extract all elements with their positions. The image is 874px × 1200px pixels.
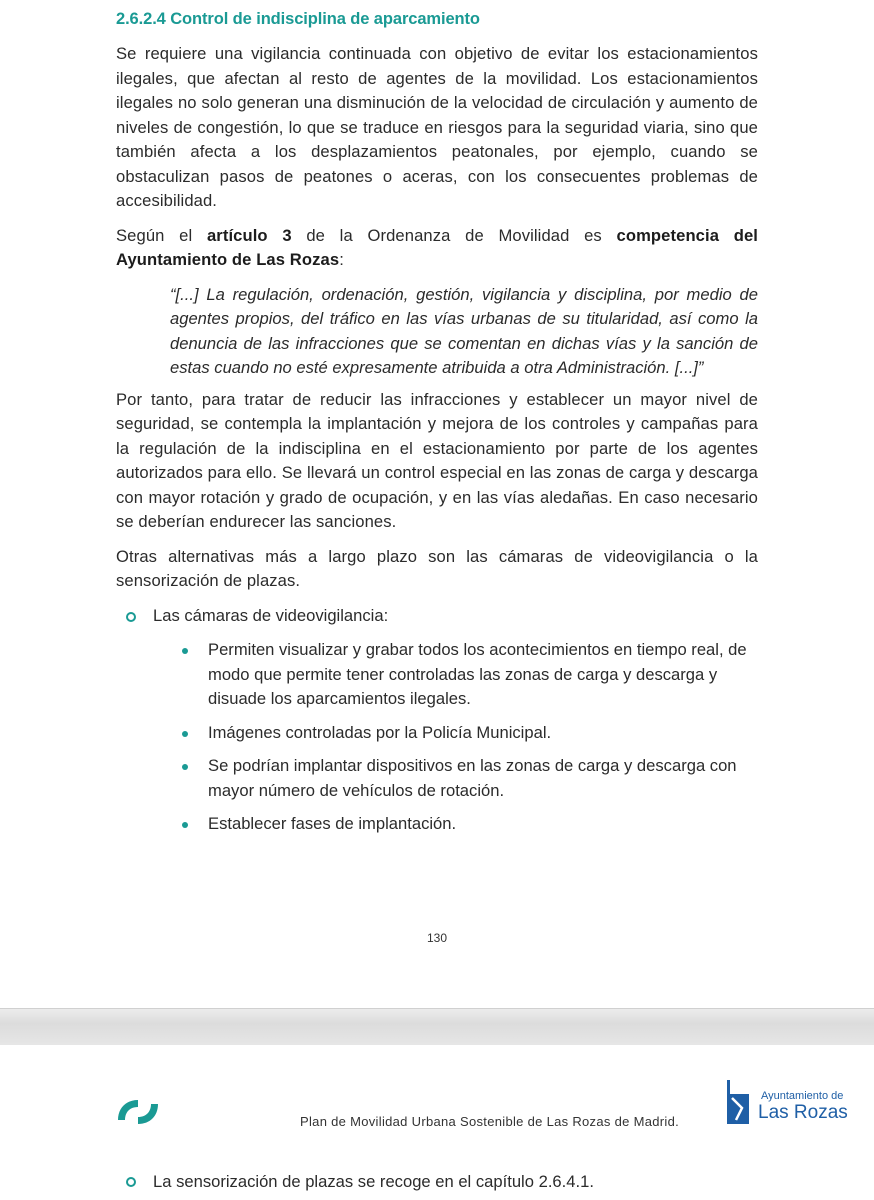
footer-text: Plan de Movilidad Urbana Sostenible de Las Rozas de Madrid. bbox=[300, 1114, 680, 1129]
paragraph-text: : bbox=[339, 250, 344, 269]
ayuntamiento-logo bbox=[724, 1080, 854, 1128]
circle-bullet-icon bbox=[126, 1177, 136, 1187]
page-content bbox=[116, 10, 758, 846]
ayuntamiento-label: Ayuntamiento de bbox=[761, 1090, 844, 1102]
page-number: 130 bbox=[426, 931, 448, 945]
ordinance-quote: “[...] La regulación, ordenación, gestión, vigilancia y disciplina, por medio de agentes propios, del tráfico en las vías urbanas de su titularidad, así como la denuncia de las infracciones que se comentan en dichas vías y la sanción de estas cuando no esté expresamente atribuida a otra Administración. [...]” bbox=[170, 284, 758, 377]
las-rozas-label: Las Rozas bbox=[758, 1102, 848, 1123]
section-heading: 2.6.2.4 Control de indisciplina de aparcamiento bbox=[116, 10, 480, 28]
ayuntamiento-emblem-icon bbox=[724, 1080, 750, 1124]
paragraph-measures: Por tanto, para tratar de reducir las infracciones y establecer un mayor nivel de seguridad, se contempla la implantación y mejora de los controles y campañas para la regulación de la indisciplina en el estacionamiento por parte de los agentes autorizados para ello. Se llevará un control especial en las zonas de carga y descarga con mayor rotación y grado de ocupación, y en las vías aledañas. En caso necesario se deberían endurecer las sanciones. bbox=[116, 389, 758, 531]
paragraph-text: de la Ordenanza de Movilidad es bbox=[291, 225, 617, 245]
bold-competence: competencia del Ayuntamiento de Las Rozas bbox=[116, 225, 758, 269]
list-item-label: La sensorización de plazas se recoge en el capítulo 2.6.4.1. bbox=[153, 1172, 594, 1191]
list-item-sensors bbox=[116, 1170, 816, 1194]
list-item-label: Las cámaras de videovigilancia: bbox=[153, 605, 389, 625]
list-item-cameras bbox=[116, 604, 758, 629]
list-item-text: Se podrían implantar dispositivos en las zonas de carga y descarga con mayor número de vehículos de rotación. bbox=[208, 756, 737, 800]
pmus-logo-icon bbox=[116, 1096, 160, 1128]
list-item-text: Establecer fases de implantación. bbox=[208, 814, 457, 833]
bold-article: artículo 3 bbox=[206, 225, 292, 245]
dot-bullet-icon bbox=[182, 764, 188, 770]
paragraph-text: Según el bbox=[116, 225, 207, 245]
paragraph-alternatives: Otras alternativas más a largo plazo son las cámaras de videovigilancia o la sensorización de plazas. bbox=[116, 546, 758, 590]
list-item bbox=[208, 638, 758, 712]
circle-bullet-icon bbox=[126, 612, 136, 622]
camera-sublist bbox=[116, 638, 758, 837]
list-item-text: Imágenes controladas por la Policía Municipal. bbox=[208, 722, 552, 742]
page-gap bbox=[0, 1008, 874, 1045]
paragraph-article-ref bbox=[116, 224, 758, 273]
list-item bbox=[208, 754, 758, 803]
dot-bullet-icon bbox=[182, 731, 188, 737]
list-item-text: Permiten visualizar y grabar todos los acontecimientos en tiempo real, de modo que permite tener controladas las zonas de carga y descarga y disuade los aparcamientos ilegales. bbox=[208, 640, 747, 708]
paragraph-intro: Se requiere una vigilancia continuada con objetivo de evitar los estacionamientos ilegales, que afectan al resto de agentes de la movilidad. Los estacionamientos ilegales no solo generan una disminución de la velocidad de circulación y aumento de niveles de congestión, lo que se traduce en riesgos para la seguridad viaria, sino que también afecta a los desplazamientos peatonales, por ejemplo, cuando se obstaculizan pasos de peatones o aceras, con los consecuentes problemas de accesibilidad. bbox=[116, 44, 758, 210]
list-item bbox=[208, 812, 758, 837]
dot-bullet-icon bbox=[182, 648, 188, 654]
list-item bbox=[208, 721, 758, 746]
dot-bullet-icon bbox=[182, 822, 188, 828]
